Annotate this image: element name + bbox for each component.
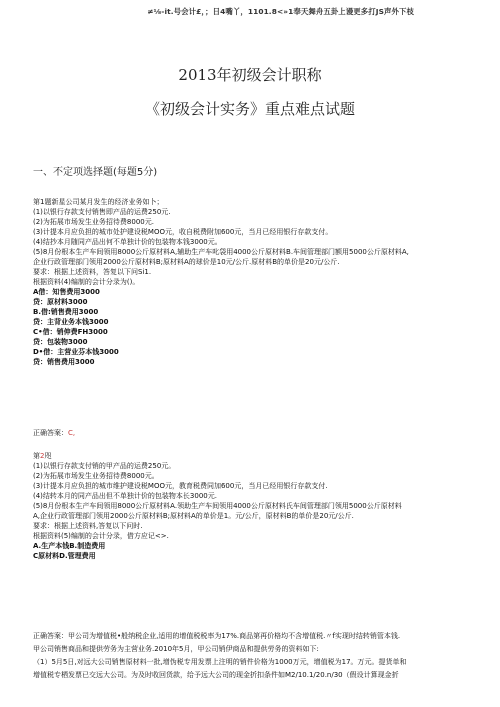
answer-value: C, — [68, 429, 76, 437]
q1-option-c: C•借：销伸费FH3000 — [33, 328, 108, 336]
q1-line: (5)8月份根本生产车间领用8000公斤原材料A,辅助生产车叱袋用4000公斤原材料B.车间管理部门额用5000公斤原材料A, — [33, 248, 409, 256]
q3-line: 正确答案：甲公司为增值税•般纳税企业,适用的增值税税率为17%.商品第再价格均不含增值税.〃f实现时结转销管本钱. — [33, 632, 401, 640]
answer-label: 正确答案： — [33, 429, 68, 437]
q1-option-d-credit: 贷：销售费用3000 — [33, 358, 95, 366]
q2-line: (1)以银行存款支付销的甲产品的运费250元。 — [33, 462, 176, 470]
q2-label — [33, 451, 473, 461]
q2-label-number: 2 — [40, 452, 45, 460]
q3-line: 甲公司销售商品和提供劳务为主营业务.2010年5月，甲公司销伊商品和提供劳务的资料如下: — [33, 645, 319, 653]
section-heading: 一、不定项选择题(每题5分) — [33, 167, 158, 178]
document-title-line2: 《初级会计实务》重点难点试题 — [144, 100, 355, 118]
q3-line: （1）5月5日,对远大公司销售原材料一批,增伪税专用发票上注明的销件价格为1000万元，增值税为17。万元。提货单和 — [33, 658, 407, 666]
q1-line: (3)计提本月应负担的城市处护建设税MOO元，收自税费附加600元，当月已经用银行存款支付。 — [33, 228, 333, 236]
q2-line: (5)8月份根本生产车间领用8000公斤原材料A.领助生产车间领用4000公斤原材料氏车间管理部门领用5000公斤原材料 — [33, 502, 402, 510]
q1-line: 要求：根据上述资料，答复以下问Si1. — [33, 268, 152, 276]
q1-line: 根据资料(4)编制的会计分录为()。 — [33, 278, 140, 286]
q2-line: 要求：根据上述资料,答复以下问时. — [33, 522, 143, 530]
q1-line: (2)为拓展市场发生业务招待费8000元. — [33, 218, 154, 226]
q1-line: 第1题新星公司某月发生的经济业务如卜； — [33, 198, 164, 206]
q1-answer — [33, 428, 473, 438]
q1-option-c-credit: 贷：包装物3000 — [33, 338, 88, 346]
question-3 — [33, 631, 473, 680]
q1-option-b-credit: 贷：主背业务本钱3000 — [33, 318, 109, 326]
q3-line: 增值税专栖发票已交远大公司。为及时收回货款，给予远大公司的现金折扣条件如M2/10.1/20.n/30（假设计算现金折 — [33, 671, 399, 679]
q2-line: (4)结转本月的同产品出但不单独计价的包装物本长3000元. — [33, 492, 217, 500]
question-1 — [33, 197, 473, 367]
q1-option-d: D•借：主营业芬本钱3000 — [33, 348, 119, 356]
title-block — [0, 65, 500, 119]
q2-line: 根据资料(5)编制的会计分录，借方应记<>. — [33, 532, 169, 540]
q2-line: (3)计提本月应负担的城市维护建设税MOO元，教育税费同加600元，当月已经用银行存款支付. — [33, 482, 328, 490]
q1-line: (1)以银行存款支付销售即产品的运费250元. — [33, 208, 171, 216]
header-strip: ≠⅛-it.号会计£，；日4嘴丫，1101.8<»1奉天舞舟五卦上谩更多打JS声外下枝 — [147, 7, 414, 16]
q1-option-a: A借：知售费用3000 — [33, 288, 100, 296]
q1-option-b: B.借:销售费用3000 — [33, 308, 99, 316]
q2-option-ab: A.生产本钱B.制造费用 — [33, 542, 106, 550]
q2-label-suffix: 咫 — [44, 452, 52, 460]
q2-line: A,企业行政管理部门领用2000公斤原材料B;原材料A的单价是1。元/公斤，原材料B的单价是20元/公斤. — [33, 512, 354, 520]
q2-line: (2)为拓展市场发生业务招待费8000元。 — [33, 472, 159, 480]
q1-line: (4)结抄本月随同产品出何不单独计价的包装物本钱3000元。 — [33, 238, 222, 246]
q2-option-cd: C原材料D.管理费用 — [33, 552, 96, 560]
question-2 — [33, 451, 473, 561]
q1-line: 企业行政管理部门领用2000公斤原材料B;原材料A的球价是10元/公斤.原材料B的单价是20元/公斤. — [33, 258, 340, 266]
q1-option-a-credit: 贷：原材料3000 — [33, 298, 88, 306]
document-title-line1: 2013年初级会计职称 — [178, 66, 322, 84]
q2-label-prefix: 第 — [33, 452, 40, 460]
